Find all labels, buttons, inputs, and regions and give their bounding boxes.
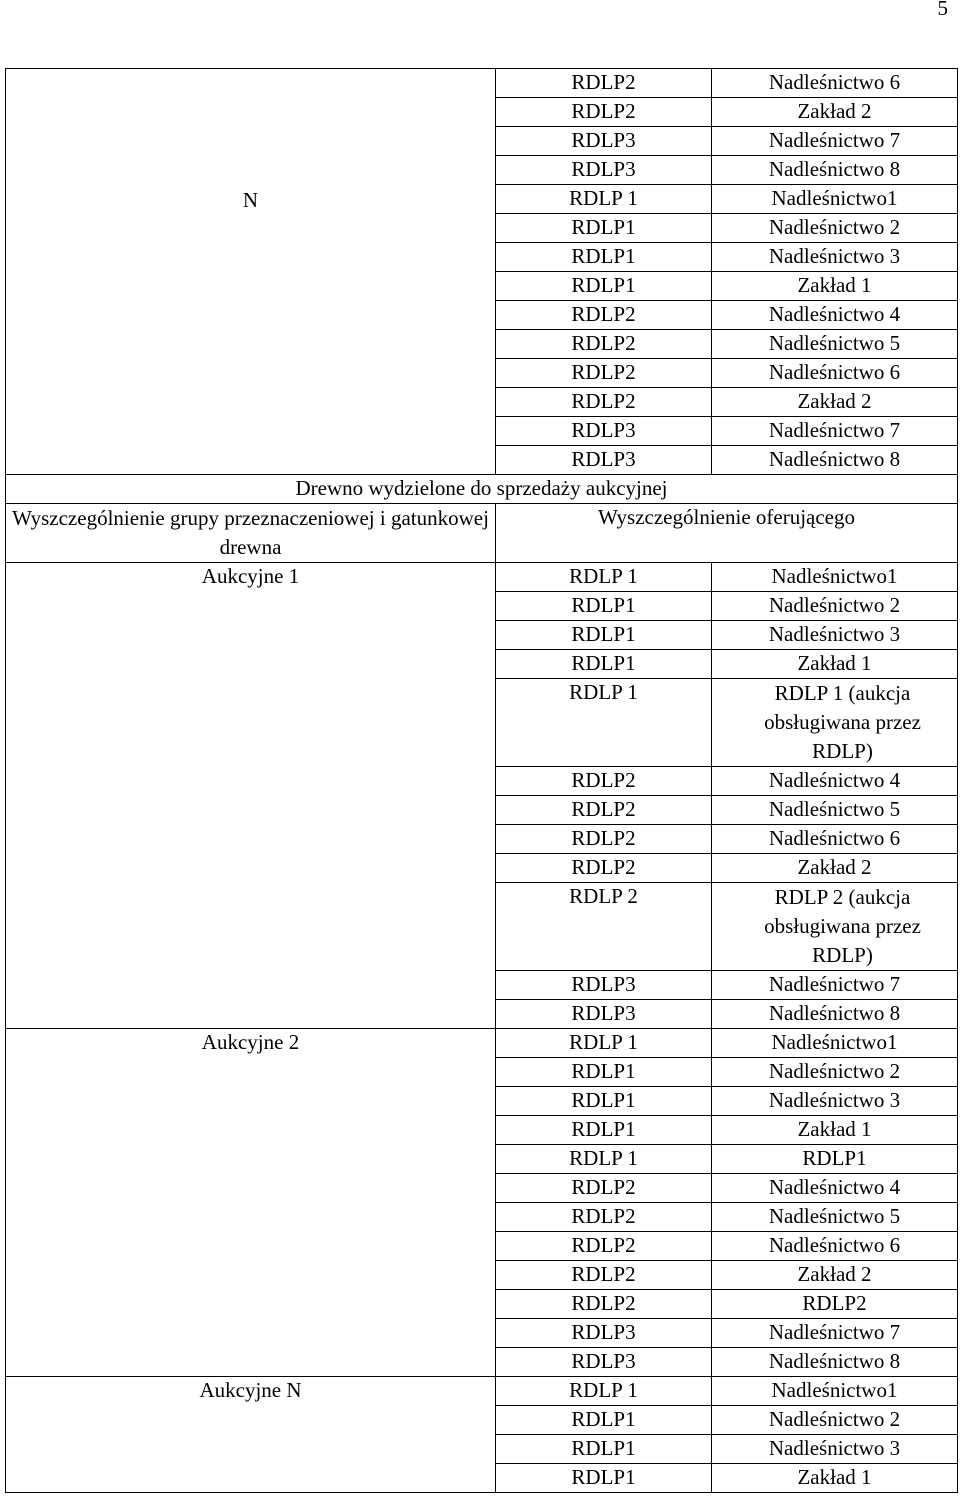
unit-cell: Zakład 1 xyxy=(712,1464,958,1493)
unit-cell: Nadleśnictwo 5 xyxy=(712,330,958,359)
unit-cell: Nadleśnictwo 3 xyxy=(712,243,958,272)
group-label: Aukcyjne 2 xyxy=(201,1030,300,1054)
rdlp-cell: RDLP3 xyxy=(496,127,712,156)
section-title-row xyxy=(6,475,958,504)
rdlp-cell: RDLP3 xyxy=(496,446,712,475)
rdlp-cell: RDLP 1 xyxy=(496,679,712,767)
group-label-cell xyxy=(6,1377,496,1493)
rdlp-cell: RDLP1 xyxy=(496,1406,712,1435)
rdlp-cell: RDLP 1 xyxy=(496,1029,712,1058)
rdlp-cell: RDLP2 xyxy=(496,796,712,825)
table-row xyxy=(6,1377,958,1406)
unit-cell: RDLP1 xyxy=(712,1145,958,1174)
rdlp-cell: RDLP1 xyxy=(496,243,712,272)
group-label-cell xyxy=(6,1029,496,1377)
group-header: Wyszczególnienie grupy przeznaczeniowej i gatunkowej drewna xyxy=(6,504,496,563)
unit-cell: Nadleśnictwo 3 xyxy=(712,621,958,650)
group-label-cell xyxy=(6,563,496,1029)
unit-cell: Nadleśnictwo 7 xyxy=(712,1319,958,1348)
auction-offerers-table xyxy=(5,68,958,1493)
rdlp-cell: RDLP 1 xyxy=(496,563,712,592)
rdlp-cell: RDLP3 xyxy=(496,1348,712,1377)
unit-cell: Nadleśnictwo1 xyxy=(712,1029,958,1058)
rdlp-cell: RDLP2 xyxy=(496,1203,712,1232)
header-row xyxy=(6,504,958,563)
rdlp-cell: RDLP1 xyxy=(496,650,712,679)
rdlp-cell: RDLP2 xyxy=(496,98,712,127)
unit-cell: Nadleśnictwo 8 xyxy=(712,156,958,185)
unit-cell: Nadleśnictwo1 xyxy=(712,563,958,592)
unit-cell: Nadleśnictwo 3 xyxy=(712,1087,958,1116)
unit-cell: Zakład 2 xyxy=(712,388,958,417)
unit-cell: Nadleśnictwo1 xyxy=(712,185,958,214)
rdlp-cell: RDLP2 xyxy=(496,767,712,796)
rdlp-cell: RDLP 1 xyxy=(496,185,712,214)
group-label: Aukcyjne N xyxy=(199,1378,302,1402)
unit-cell: Nadleśnictwo 8 xyxy=(712,1348,958,1377)
unit-cell: Nadleśnictwo 6 xyxy=(712,1232,958,1261)
rdlp-cell: RDLP1 xyxy=(496,621,712,650)
rdlp-cell: RDLP2 xyxy=(496,825,712,854)
unit-cell: Nadleśnictwo 7 xyxy=(712,417,958,446)
unit-cell: RDLP 1 (aukcja obsługiwana przez RDLP) xyxy=(712,679,958,767)
unit-cell: Nadleśnictwo 6 xyxy=(712,359,958,388)
unit-cell: Zakład 1 xyxy=(712,1116,958,1145)
rdlp-cell: RDLP2 xyxy=(496,69,712,98)
page-number: 5 xyxy=(937,0,948,20)
rdlp-cell: RDLP2 xyxy=(496,1232,712,1261)
rdlp-cell: RDLP3 xyxy=(496,417,712,446)
unit-cell: Nadleśnictwo 8 xyxy=(712,446,958,475)
group-label: N xyxy=(242,188,259,212)
unit-cell: Nadleśnictwo 5 xyxy=(712,1203,958,1232)
unit-cell: Nadleśnictwo 2 xyxy=(712,1058,958,1087)
unit-cell: Nadleśnictwo1 xyxy=(712,1377,958,1406)
unit-cell: Nadleśnictwo 8 xyxy=(712,1000,958,1029)
rdlp-cell: RDLP3 xyxy=(496,1319,712,1348)
unit-cell: Nadleśnictwo 2 xyxy=(712,592,958,621)
unit-cell: RDLP2 xyxy=(712,1290,958,1319)
unit-cell: Zakład 1 xyxy=(712,272,958,301)
rdlp-cell: RDLP3 xyxy=(496,1000,712,1029)
unit-cell: Nadleśnictwo 6 xyxy=(712,69,958,98)
rdlp-cell: RDLP2 xyxy=(496,1261,712,1290)
rdlp-cell: RDLP2 xyxy=(496,301,712,330)
unit-cell: Nadleśnictwo 5 xyxy=(712,796,958,825)
unit-cell: Nadleśnictwo 3 xyxy=(712,1435,958,1464)
unit-cell: Nadleśnictwo 7 xyxy=(712,971,958,1000)
rdlp-cell: RDLP2 xyxy=(496,1290,712,1319)
unit-cell: RDLP 2 (aukcja obsługiwana przez RDLP) xyxy=(712,883,958,971)
unit-cell: Nadleśnictwo 4 xyxy=(712,1174,958,1203)
rdlp-cell: RDLP 1 xyxy=(496,1145,712,1174)
table-body xyxy=(6,69,958,1493)
rdlp-cell: RDLP2 xyxy=(496,1174,712,1203)
group-label: Aukcyjne 1 xyxy=(201,564,300,588)
rdlp-cell: RDLP1 xyxy=(496,1435,712,1464)
section-title: Drewno wydzielone do sprzedaży aukcyjnej xyxy=(6,475,958,504)
rdlp-cell: RDLP2 xyxy=(496,330,712,359)
rdlp-cell: RDLP1 xyxy=(496,1116,712,1145)
rdlp-cell: RDLP 1 xyxy=(496,1377,712,1406)
unit-cell: Zakład 1 xyxy=(712,650,958,679)
group-label-cell xyxy=(6,69,496,475)
rdlp-cell: RDLP1 xyxy=(496,592,712,621)
table-row xyxy=(6,563,958,592)
table-row xyxy=(6,1029,958,1058)
rdlp-cell: RDLP1 xyxy=(496,1464,712,1493)
unit-cell: Nadleśnictwo 7 xyxy=(712,127,958,156)
unit-cell: Nadleśnictwo 4 xyxy=(712,767,958,796)
unit-cell: Nadleśnictwo 6 xyxy=(712,825,958,854)
unit-cell: Nadleśnictwo 4 xyxy=(712,301,958,330)
unit-cell: Nadleśnictwo 2 xyxy=(712,214,958,243)
rdlp-cell: RDLP2 xyxy=(496,854,712,883)
unit-cell: Zakład 2 xyxy=(712,854,958,883)
rdlp-cell: RDLP2 xyxy=(496,359,712,388)
rdlp-cell: RDLP1 xyxy=(496,1087,712,1116)
rdlp-cell: RDLP1 xyxy=(496,214,712,243)
unit-cell: Nadleśnictwo 2 xyxy=(712,1406,958,1435)
rdlp-cell: RDLP 2 xyxy=(496,883,712,971)
rdlp-cell: RDLP3 xyxy=(496,971,712,1000)
unit-cell: Zakład 2 xyxy=(712,98,958,127)
rdlp-cell: RDLP3 xyxy=(496,156,712,185)
unit-cell: Zakład 2 xyxy=(712,1261,958,1290)
table-row xyxy=(6,69,958,98)
rdlp-cell: RDLP1 xyxy=(496,272,712,301)
offerer-header: Wyszczególnienie oferującego xyxy=(496,504,958,563)
rdlp-cell: RDLP2 xyxy=(496,388,712,417)
rdlp-cell: RDLP1 xyxy=(496,1058,712,1087)
